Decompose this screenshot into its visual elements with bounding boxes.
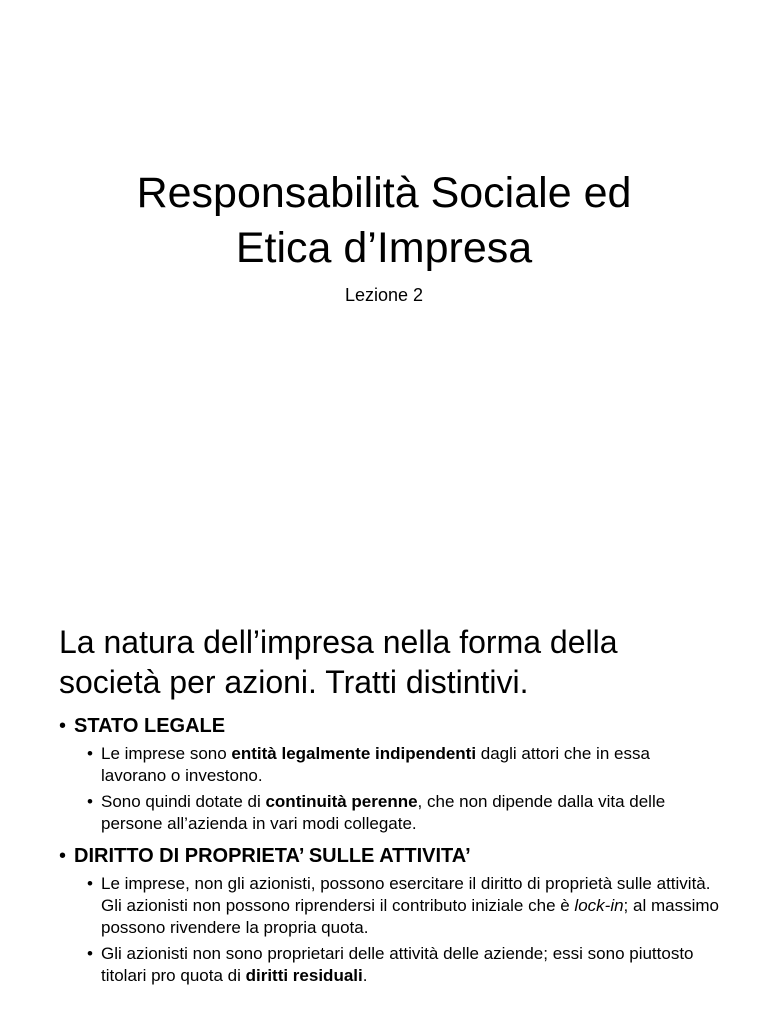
sub-bullet-text: , che non dipende dalla vita delle persone all’azienda in vari modi collegate. [101, 792, 666, 833]
sub-bullet-bold-text: continuità perenne [265, 792, 418, 811]
bullet-icon: • [59, 845, 67, 867]
sub-bullet-item [87, 873, 719, 939]
bullet-icon: • [87, 944, 93, 963]
section-heading-stato-legale [59, 713, 719, 739]
slide-2-title-line-1: La natura dell’impresa nella forma della [59, 624, 618, 660]
slide-2-title-line-2: società per azioni. Tratti distintivi. [59, 664, 529, 700]
sub-bullet-item [87, 743, 719, 787]
section-heading-diritto-di-proprieta [59, 843, 719, 869]
sub-bullet-item [87, 943, 719, 987]
sub-bullet-text: ; al massimo possono rivendere la propria quota. [101, 896, 719, 937]
sub-bullet-list [87, 873, 719, 987]
sub-bullet-text: Sono quindi dotate di [101, 792, 266, 811]
sub-bullet-text: Le imprese, non gli azionisti, possono esercitare il diritto di proprietà sulle attività. Gli azionisti non possono riprendersi il contributo iniziale che è [101, 874, 711, 915]
sub-bullet-italic-text: lock-in [574, 896, 624, 915]
slide-1-subtitle: Lezione 2 [344, 285, 424, 305]
bullet-icon: • [87, 744, 93, 763]
slide-1-title [0, 166, 768, 276]
sub-bullet-list [87, 743, 719, 835]
sub-bullet-text: dagli attori che in essa lavorano o investono. [101, 744, 650, 785]
bullet-icon: • [87, 792, 93, 811]
sub-bullet-bold-text: entità legalmente indipendenti [231, 744, 477, 763]
sub-bullet-text: . [362, 966, 368, 985]
sub-bullet-item [87, 791, 719, 835]
slide-1-title-line-2: Etica d’Impresa [235, 224, 533, 272]
slide-2-bullet-list [59, 713, 719, 995]
sub-bullet-text: Gli azionisti non sono proprietari delle attività delle aziende; essi sono piuttosto titolari pro quota di [101, 944, 694, 985]
sub-bullet-text: Le imprese sono [101, 744, 232, 763]
section-heading-label: STATO LEGALE [74, 715, 226, 737]
section-heading-label: DIRITTO DI PROPRIETA’ SULLE ATTIVITA’ [74, 845, 471, 867]
bullet-icon: • [59, 715, 67, 737]
sub-bullet-bold-text: diritti residuali [245, 966, 363, 985]
bullet-icon: • [87, 874, 93, 893]
slide-2-title [59, 622, 749, 702]
slide-1-title-line-1: Responsabilità Sociale ed [136, 169, 632, 217]
